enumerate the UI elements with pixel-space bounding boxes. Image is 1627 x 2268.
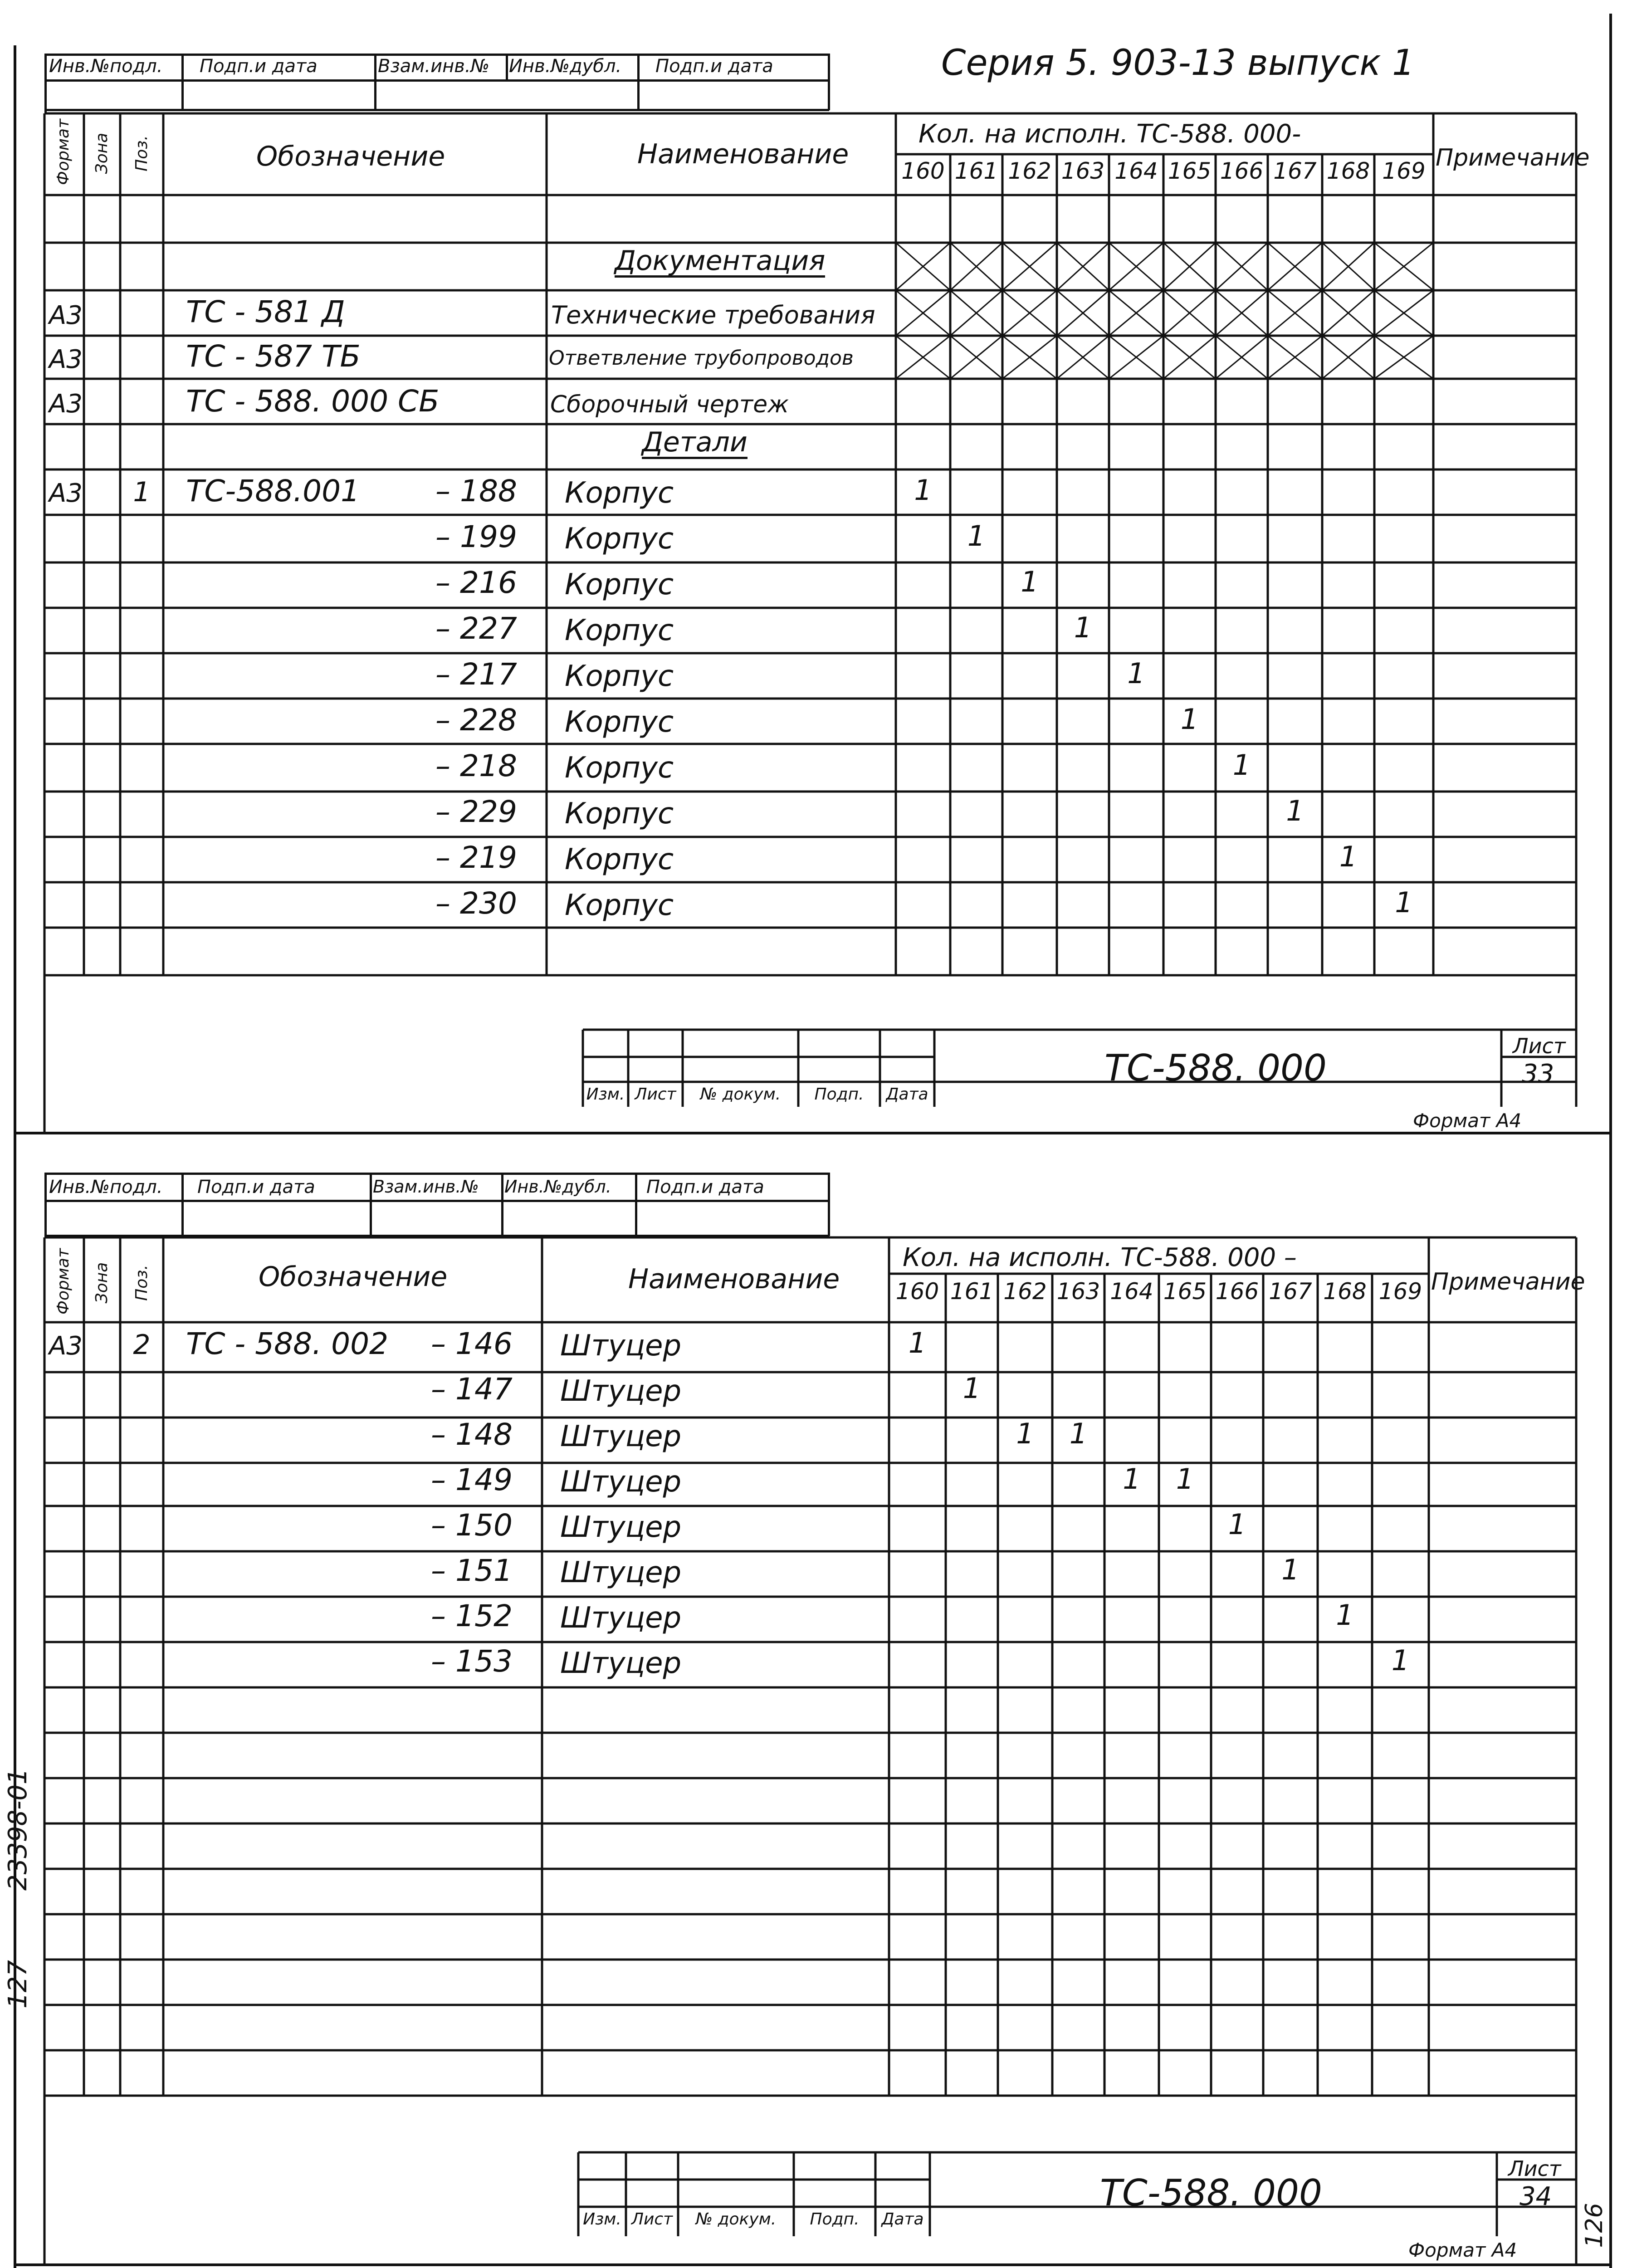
section-documentation: Документация (615, 245, 826, 277)
col-name-header: Наименование (628, 1263, 840, 1295)
row-format: А3 (49, 479, 83, 508)
row-name: Штуцер (560, 1374, 682, 1408)
stamp-inv: Инв.№подл. (49, 1177, 163, 1198)
col-note-header: Примечание (1431, 1268, 1585, 1295)
row-suffix: – 188 (435, 474, 517, 508)
row-name: Корпус (565, 568, 674, 601)
row-name: Корпус (565, 522, 674, 556)
col-format-header: Формат (54, 1248, 73, 1315)
qty-cell: 1 (1180, 703, 1199, 736)
row-name: Штуцер (560, 1329, 682, 1363)
variant-164: 164 (1114, 158, 1158, 184)
row-name: Корпус (565, 889, 674, 922)
format-label: Формат А4 (1413, 1110, 1522, 1132)
row-format: А3 (49, 389, 83, 419)
variant-161: 161 (954, 158, 998, 184)
row-format: А3 (49, 345, 83, 374)
row-position: 1 (133, 476, 151, 508)
title-block-label: Лист (631, 2210, 673, 2229)
variant-164: 164 (1110, 1278, 1153, 1305)
row-suffix: – 149 (431, 1462, 513, 1497)
qty-cell: 1 (1395, 886, 1413, 919)
row-designation: ТС - 588. 002 (186, 1326, 389, 1361)
row-suffix: – 199 (435, 519, 517, 554)
col-pos-header: Поз. (132, 1265, 151, 1301)
variant-162: 162 (1003, 1278, 1047, 1305)
title-block-label: Дата (886, 1085, 928, 1104)
stamp-replace: Взам.инв.№ (373, 1177, 479, 1197)
col-qty-header: Кол. на исполн. ТС-588. 000- (919, 119, 1301, 149)
row-suffix: – 229 (435, 794, 517, 829)
row-designation: ТС-588.001 (186, 474, 360, 508)
qty-cell: 1 (967, 519, 986, 552)
variant-162: 162 (1008, 158, 1051, 184)
row-name: Штуцер (560, 1601, 682, 1635)
title-block-label: Изм. (583, 2210, 621, 2229)
variant-166: 166 (1215, 1278, 1259, 1305)
title-block-label: № докум. (700, 1085, 781, 1104)
variant-165: 165 (1168, 158, 1212, 184)
row-suffix: – 151 (431, 1553, 513, 1588)
col-zone-header: Зона (93, 132, 111, 174)
col-note-header: Примечание (1436, 144, 1590, 171)
section-details: Детали (642, 426, 748, 458)
document-code: ТС-588. 000 (1104, 1047, 1327, 1089)
row-format: А3 (49, 1331, 83, 1361)
col-designation-header: Обозначение (256, 141, 445, 172)
row-suffix: – 219 (435, 840, 517, 875)
qty-cell: 1 (1281, 1553, 1300, 1586)
qty-cell: 1 (1232, 748, 1251, 782)
stamp-sign-date-2: Подп.и дата (646, 1177, 764, 1198)
variant-168: 168 (1323, 1278, 1367, 1305)
row-suffix: – 147 (431, 1372, 513, 1407)
qty-cell: 1 (1176, 1462, 1194, 1496)
row-name: Корпус (565, 476, 674, 510)
col-designation-header: Обозначение (259, 1261, 448, 1293)
page-number: 126 (1581, 2203, 1608, 2248)
qty-cell: 1 (1069, 1417, 1088, 1450)
row-designation: ТС - 588. 000 СБ (186, 384, 440, 419)
row-format: А3 (49, 301, 83, 330)
qty-cell: 1 (1339, 840, 1358, 873)
row-suffix: – 227 (435, 611, 517, 646)
variant-167: 167 (1273, 158, 1317, 184)
row-name: Корпус (565, 614, 674, 647)
variant-160: 160 (895, 1278, 939, 1305)
stamp-sign-date: Подп.и дата (197, 1177, 315, 1198)
variant-166: 166 (1220, 158, 1264, 184)
row-suffix: – 218 (435, 748, 517, 783)
stamp-dup: Инв.№дубл. (509, 56, 622, 77)
row-name: Штуцер (560, 1420, 682, 1453)
title-block-label: Изм. (586, 1085, 625, 1104)
row-suffix: – 150 (431, 1508, 513, 1543)
qty-cell: 1 (914, 474, 932, 507)
col-format-header: Формат (54, 118, 73, 185)
qty-cell: 1 (1336, 1598, 1354, 1632)
title-block-label: Лист (635, 1085, 676, 1104)
qty-cell: 1 (1016, 1417, 1034, 1450)
col-name-header: Наименование (637, 138, 849, 170)
variant-169: 169 (1382, 158, 1426, 184)
sheet-number: 33 (1522, 1059, 1554, 1089)
side-stamp-sheet: 127 (3, 1960, 33, 2009)
col-zone-header: Зона (93, 1262, 111, 1304)
title-block-label: № докум. (695, 2210, 777, 2229)
title-block-label: Дата (881, 2210, 924, 2229)
row-name: Корпус (565, 660, 674, 693)
variant-163: 163 (1056, 1278, 1100, 1305)
row-name: Корпус (565, 843, 674, 876)
row-name: Корпус (565, 751, 674, 785)
row-name: Корпус (565, 797, 674, 831)
qty-cell: 1 (1074, 611, 1092, 644)
sheet-label: Лист (1513, 1034, 1566, 1058)
qty-cell: 1 (1228, 1508, 1246, 1541)
qty-cell: 1 (1127, 657, 1145, 690)
stamp-replace: Взам.инв.№ (378, 56, 490, 77)
row-suffix: – 217 (435, 657, 517, 692)
row-name: Сборочный чертеж (550, 391, 789, 418)
row-position: 2 (133, 1329, 151, 1361)
side-stamp-number: 23398-01 (3, 1768, 33, 1891)
sheet-number: 34 (1520, 2182, 1552, 2211)
title-block-label: Подп. (810, 2210, 860, 2229)
row-suffix: – 153 (431, 1644, 513, 1679)
qty-cell: 1 (1286, 794, 1304, 827)
qty-cell: 1 (963, 1372, 981, 1405)
qty-cell: 1 (908, 1326, 927, 1359)
col-pos-header: Поз. (132, 135, 151, 171)
document-code: ТС-588. 000 (1100, 2172, 1322, 2214)
row-name: Штуцер (560, 1510, 682, 1544)
variant-167: 167 (1269, 1278, 1312, 1305)
title-block-label: Подп. (814, 1085, 864, 1104)
row-designation: ТС - 587 ТБ (186, 339, 361, 374)
row-name: Ответвление трубопроводов (549, 347, 854, 370)
sheet-label: Лист (1508, 2156, 1561, 2181)
qty-cell: 1 (1123, 1462, 1141, 1496)
col-qty-header: Кол. на исполн. ТС-588. 000 – (903, 1243, 1297, 1272)
row-suffix: – 230 (435, 886, 517, 921)
row-suffix: – 152 (431, 1598, 513, 1633)
stamp-dup: Инв.№дубл. (504, 1177, 611, 1197)
series-header: Серия 5. 903-13 выпуск 1 (941, 43, 1415, 83)
variant-160: 160 (901, 158, 945, 184)
variant-169: 169 (1378, 1278, 1422, 1305)
qty-cell: 1 (1021, 565, 1039, 598)
row-name: Штуцер (560, 1556, 682, 1589)
format-label: Формат А4 (1408, 2239, 1517, 2261)
row-suffix: – 146 (431, 1326, 513, 1361)
qty-cell: 1 (1391, 1644, 1410, 1677)
variant-168: 168 (1326, 158, 1370, 184)
variant-165: 165 (1163, 1278, 1207, 1305)
row-name: Технические требования (551, 301, 875, 329)
row-suffix: – 216 (435, 565, 517, 600)
row-name: Штуцер (560, 1647, 682, 1680)
variant-163: 163 (1061, 158, 1105, 184)
row-suffix: – 148 (431, 1417, 513, 1452)
row-suffix: – 228 (435, 703, 517, 738)
row-name: Корпус (565, 705, 674, 739)
stamp-sign-date-2: Подп.и дата (655, 56, 773, 77)
row-name: Штуцер (560, 1465, 682, 1499)
variant-161: 161 (950, 1278, 994, 1305)
stamp-sign-date: Подп.и дата (200, 56, 318, 77)
row-designation: ТС - 581 Д (186, 294, 345, 329)
stamp-inv: Инв.№подл. (49, 56, 163, 77)
